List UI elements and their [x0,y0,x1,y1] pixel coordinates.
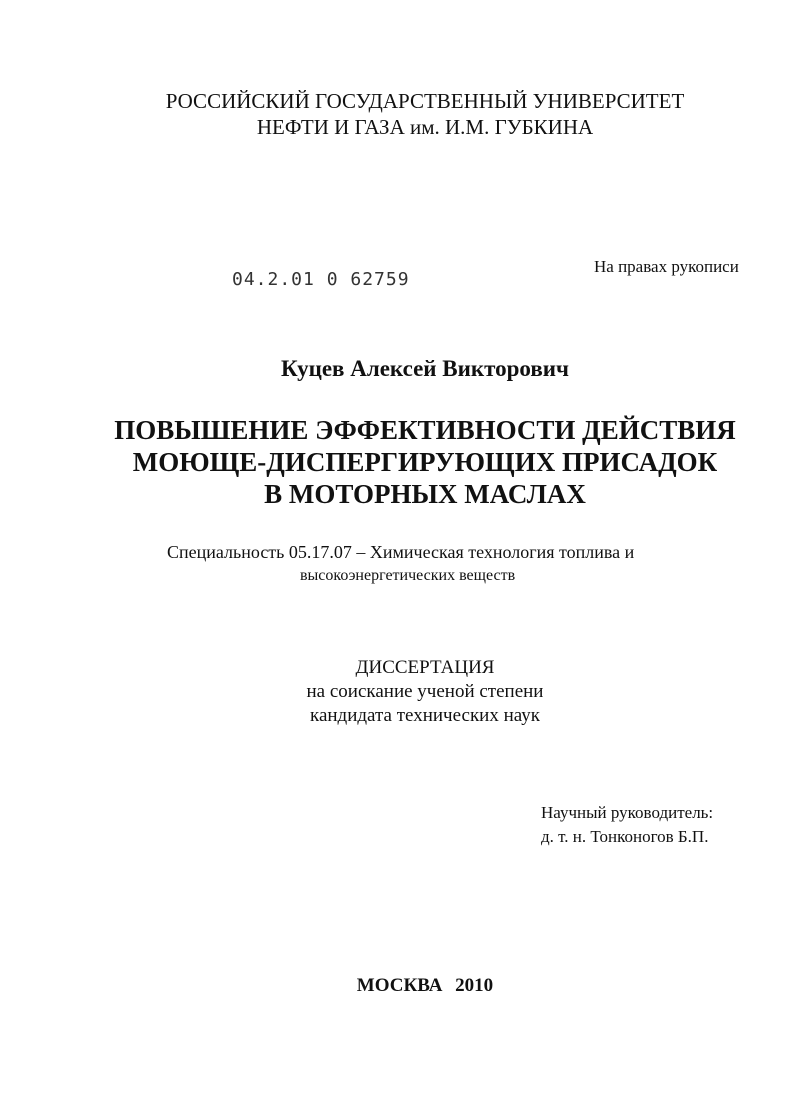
dissertation-heading: ДИССЕРТАЦИЯ [355,657,495,678]
title-line-2: МОЮЩЕ-ДИСПЕРГИРУЮЩИХ ПРИСАДОК [132,447,718,477]
dissertation-title [0,414,795,510]
city-year: МОСКВА 2010 [356,975,494,996]
author-name: Куцев Алексей Викторович [280,356,570,381]
specialty-line-1: Специальность 05.17.07 – Химическая технология топлива и [167,542,635,562]
specialty-line-2: высокоэнергетических веществ [300,567,516,584]
dissertation-degree-block [0,656,795,728]
title-line-1: ПОВЫШЕНИЕ ЭФФЕКТИВНОСТИ ДЕЙСТВИЯ [114,415,736,445]
university-name [0,88,795,140]
dissertation-line-3: кандидата технических наук [310,705,540,726]
archive-stamp-number: 04.2.01 0 62759 [232,269,410,290]
university-line-2: НЕФТИ И ГАЗА им. И.М. ГУБКИНА [256,115,594,139]
dissertation-line-2: на соискание ученой степени [306,681,544,702]
manuscript-rights-note: На правах рукописи [594,257,739,276]
advisor-label: Научный руководитель: [541,803,714,822]
scientific-advisor [541,801,713,849]
university-line-1: РОССИЙСКИЙ ГОСУДАРСТВЕННЫЙ УНИВЕРСИТЕТ [165,89,685,113]
specialty-block [167,540,634,588]
title-line-3: В МОТОРНЫХ МАСЛАХ [264,479,586,509]
advisor-name: д. т. н. Тонконогов Б.П. [541,827,709,846]
